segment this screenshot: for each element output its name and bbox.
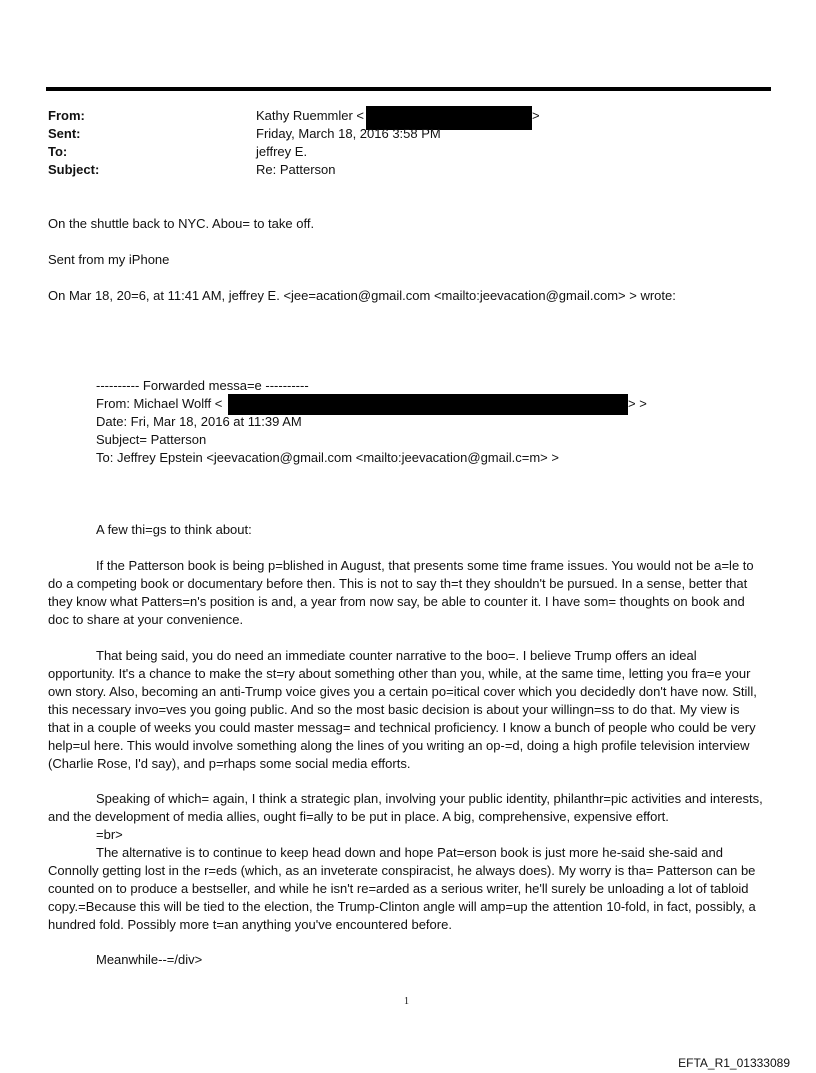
forward-subject: Subject= Patterson	[96, 432, 207, 447]
forward-to: To: Jeffrey Epstein <jeevacation@gmail.com <mailto:jeevacation@gmail.c=m> >	[96, 450, 559, 465]
bates-number: EFTA_R1_01333089	[678, 1056, 790, 1070]
body-intro: A few thi=gs to think about:	[96, 522, 252, 537]
page-number: 1	[404, 996, 409, 1007]
to-value: jeffrey E.	[256, 144, 308, 159]
paragraph-2	[48, 647, 764, 773]
forward-date: Date: Fri, Mar 18, 2016 at 11:39 AM	[96, 414, 302, 429]
paragraph-1	[48, 557, 764, 629]
from-close: >	[532, 108, 540, 123]
header-rule	[46, 87, 771, 91]
paragraph-3	[48, 790, 764, 934]
sent-label: Sent:	[48, 126, 81, 141]
signature: Sent from my iPhone	[48, 252, 170, 267]
to-label: To:	[48, 144, 68, 159]
forward-from-close: > >	[628, 396, 647, 411]
from-label: From:	[48, 108, 85, 123]
reply-line: On the shuttle back to NYC. Abou= to take off.	[48, 216, 315, 231]
quote-intro: On Mar 18, 20=6, at 11:41 AM, jeffrey E. <jee=acation@gmail.com <mailto:jeevacation@gmail.com> > wrote:	[48, 288, 676, 303]
paragraph-1-text: If the Patterson book is being p=blished in August, that presents some time frame issues. You would not be a=le to do a competing book or documentary before then. This is not to say th=t they shouldn't be pursued. In a sense, better that they know what Patters=n's position is and, a year from now say, be able to counter it. I have som= thoughts on book and doc to share at your convenience.	[48, 558, 754, 627]
sent-value: Friday, March 18, 2016 3:58 PM	[256, 126, 441, 141]
closing-line: Meanwhile--=/div>	[96, 952, 203, 967]
subject-label: Subject:	[48, 162, 100, 177]
forward-divider: ---------- Forwarded messa=e ----------	[96, 378, 309, 393]
forward-from: From: Michael Wolff <	[96, 396, 223, 411]
paragraph-3-text: Speaking of which= again, I think a strategic plan, involving your public identity, philanthr=pic activities and interests, and the development of media allies, ought fi=ally to be put in place. A big, comprehensive, expensive effort.	[48, 791, 763, 824]
redaction-box	[228, 394, 628, 415]
subject-value: Re: Patterson	[256, 162, 336, 177]
br-artifact: =br>	[96, 827, 123, 842]
from-value: Kathy Ruemmler <	[256, 108, 365, 123]
paragraph-4-text: The alternative is to continue to keep head down and hope Pat=erson book is just more he-said she-said and Connolly getting lost in the r=eds (which, as an inveterate conspiracist, he always does). My worry is tha= Patterson can be counted on to produce a bestseller, and while he isn't re=arded as a serious writer, he'll surely be unloading a lot of tabloid copy.=Because this will be tied to the election, the Trump-Clinton angle will amp=up the attention 10-fold, in fact, possibly, a hundred fold. Possibly more t=an anything you've encountered before.	[48, 845, 756, 932]
paragraph-2-text: That being said, you do need an immediate counter narrative to the boo=. I believe Trump offers an ideal opportunity. It's a chance to make the st=ry about something other than you, while, at the same time, letting you fra=e your own story. Also, becoming an anti-Trump voice gives you a certain po=itical cover which you decidedly don't have now. Still, this necessary invo=ves you going public. And so the most basic decision is about your willingn=ss to do that. My view is that in a couple of weeks you could master messag= and technical proficiency. I know a bunch of people who could be very help=ul here. This would involve something along the lines of you writing an op-=d, doing a high profile television interview (Charlie Rose, I'd say), and p=rhaps some social media efforts.	[48, 648, 757, 771]
